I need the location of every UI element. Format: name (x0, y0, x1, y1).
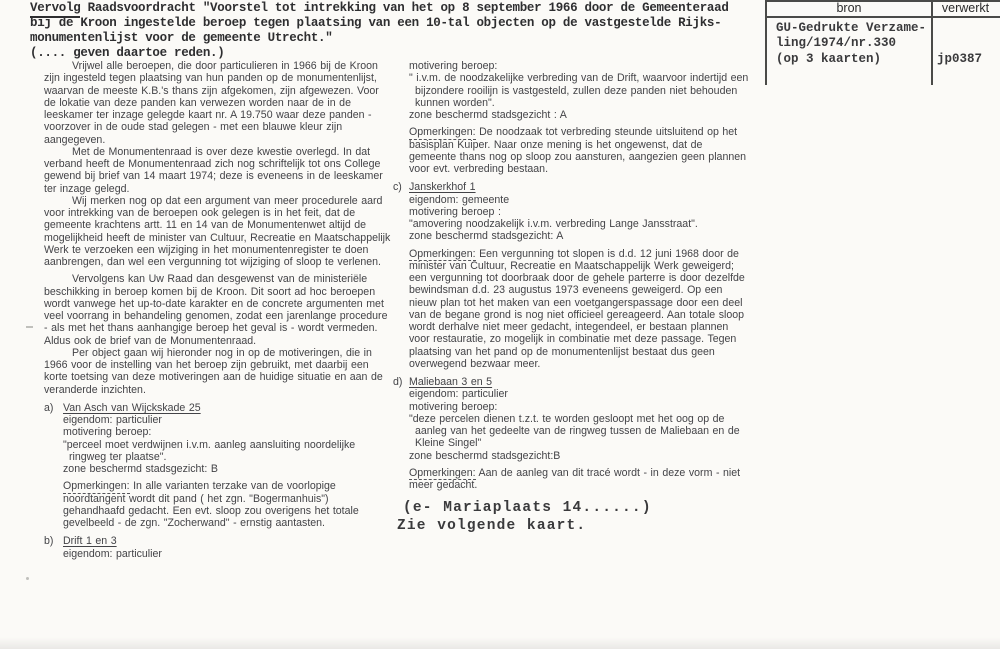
title-line-1 (30, 1, 772, 16)
source-line: GU-Gedrukte Verzame- (776, 21, 927, 35)
item-line: motivering beroep: (63, 426, 152, 439)
remark-lead: Opmerkingen: (409, 247, 476, 260)
item-heading (393, 376, 750, 388)
item-line: motivering beroep: (409, 400, 498, 413)
item-title: Drift 1 en 3 (63, 535, 117, 548)
item-title: Maliebaan 3 en 5 (409, 376, 493, 388)
title-lead-vervolg: Vervolg (30, 1, 80, 18)
item-heading (44, 535, 391, 547)
item-heading (44, 402, 391, 414)
right-text-column (393, 60, 750, 534)
remark: Opmerkingen: Een vergunning tot slopen is d.d. 12 juni 1968 door de minister van Cultuur, Recreatie en Maatschappelijk Werk geweigerd; een vergunning tot doorbraak door de gehele parterre is door dezelfde bewindsman d.d. 23 augustus 1973 eveneens geweigerd. Op een nieuw plan tot het maken van een voetgangerspassage door een deel van de begane grond is nog niet officieel gereageerd. Aan totale sloop wordt derhalve niet meer gedacht, integendeel, er bestaan plannen voor restauratie, zo mogelijk in combinatie met deze passage. Tegen plaatsing van het pand op de monumentenlijst bestaat dus geen overwegend bezwaar meer. (409, 247, 745, 370)
item-line: eigendom: particulier (63, 547, 162, 560)
remark-lead: Opmerkingen: (409, 466, 476, 479)
item-line: eigendom: particulier (63, 414, 162, 426)
paragraph: Wij merken nog op dat een argument van meer procedurele aard voor intrekking van de beroepen ook gelegen is in het feit, dat de gemeente krachtens artt. 11 en 14 van de Monumentenwet altijd de mogelijkheid heeft de minister van Cultuur, Recreatie en Maatschappelijk Werk te verzoeken een wijziging in het monumentenregister te doen aanbrengen, dan wel een vergunning tot wijziging of sloop te verlenen. (44, 194, 391, 268)
item-title: Van Asch van Wijckskade 25 (63, 401, 201, 414)
item-line: eigendom: gemeente (409, 193, 510, 206)
scan-artifact-dot (26, 577, 29, 580)
item-label: a) (44, 401, 54, 414)
item-line: zone beschermd stadsgezicht: A (409, 230, 564, 243)
title-line-1-rest: Raadsvoordracht "Voorstel tot intrekking van het op 8 september 1966 door de Gemeenteraad (80, 1, 729, 15)
typewriter-note: Zie volgende kaart. (397, 517, 587, 534)
remark: Opmerkingen: Aan de aanleg van dit tracé wordt - in deze vorm - niet meer gedacht. (409, 466, 741, 491)
source-box (765, 0, 1000, 85)
scan-artifact-dash (26, 326, 33, 328)
remark-lead: Opmerkingen: (409, 126, 476, 139)
item-line: motivering beroep: (409, 60, 498, 72)
item-line: zone beschermd stadsgezicht : A (409, 109, 567, 121)
title-line-4: (.... geven daartoe reden.) (30, 45, 225, 60)
item-label: d) (393, 376, 403, 388)
source-reference (776, 21, 926, 67)
quoted-motivation: "deze percelen dienen t.z.t. te worden gesloopt met het oog op de aanleg van het gedeelte van de ringweg tussen de Maliebaan en de Kleine Singel" (409, 412, 740, 450)
paragraph: Vervolgens kan Uw Raad dan desgewenst van de ministeriële beschikking in beroep komen bij de Kroon. Dit soort ad hoc beroepen wordt vanwege het up-to-date karakter en de concrete argumenten met veel voorrang in behandeling genomen, zodat een jarenlange procedure - als met het thans aanhangige beroep het geval is - wordt vermeden. Aldus ook de brief van de Monumentenraad. (44, 273, 388, 347)
typewriter-note: (e- Mariaplaats 14......) (403, 500, 652, 517)
quoted-motivation: " i.v.m. de noodzakelijke verbreding van de Drift, waarvoor indertijd een bijzondere rooilijn is vastgesteld, zullen deze panden niet behouden kunnen worden". (409, 72, 749, 109)
paragraph: Met de Monumentenraad is over deze kwestie overlegd. In dat verband heeft de Monumentenraad zich nog schriftelijk tot ons College gewend bij brief van 14 maart 1974; deze is eveneens in de leeskamer ter inzage gelegd. (44, 145, 383, 195)
source-box-header-verwerkt: verwerkt (941, 1, 990, 15)
source-line: (op 3 kaarten) (776, 51, 882, 66)
source-box-header (767, 2, 1000, 18)
title-line-2: bij de Kroon ingestelde beroep tegen plaatsing van een 10-tal objecten op de vastgestelde Rijks- (30, 15, 722, 30)
source-box-divider (931, 2, 933, 85)
item-label: b) (44, 535, 54, 548)
remark: Opmerkingen: De noodzaak tot verbreding steunde uitsluitend op het basisplan Kuiper. Naar onze mening is het ongewenst, dat de gemeente thans nog op sloop zou aansturen, aangezien geen plannen voor evt. verbreding bestaan. (409, 126, 747, 175)
item-label: c) (393, 181, 402, 194)
item-line: motivering beroep : (409, 205, 501, 218)
source-line: ling/1974/nr.330 (776, 36, 897, 51)
quoted-motivation: "amovering noodzakelijk i.v.m. verbreding Lange Jansstraat". (409, 218, 698, 230)
source-box-header-bron: bron (836, 1, 862, 15)
item-heading (393, 181, 750, 193)
remark-lead: Opmerkingen: (63, 480, 130, 493)
left-text-column (44, 60, 391, 560)
document-title (30, 1, 772, 61)
paragraph: Per object gaan wij hieronder nog in op de motiveringen, die in 1966 voor de instelling van het beroep zijn gebruikt, met daarbij een korte toetsing van deze motiveringen aan de huidige situatie en aan de veranderde inzichten. (44, 346, 383, 396)
remark: Opmerkingen: In alle varianten terzake van de voorlopige noordtangent wordt dit pand ( het zgn. "Bogermanhuis") gehandhaafd gedacht. Een evt. sloop zou overigens het totale gevelbeeld - de zgn. "Zocherwand" - ernstig aantasten. (63, 480, 359, 529)
item-line: zone beschermd stadsgezicht: B (63, 463, 218, 475)
quoted-motivation: "perceel moet verdwijnen i.v.m. aanleg aansluiting noordelijke ringweg ter plaatse". (63, 438, 356, 463)
item-title: Janskerkhof 1 (409, 181, 476, 194)
paragraph: Vrijwel alle beroepen, die door particulieren in 1966 bij de Kroon zijn ingesteld tegen plaatsing van hun panden op de monumentenlijst, waarvan de meeste K.B.'s thans zijn afgekomen, zijn afgewezen. Voor de lokatie van deze panden kan verwezen worden naar de in de leeskamer ter inzage gelegde kaart nr. A 19.750 waar deze panden - voorzover in de oude stad gelegen - met een blauwe kleur zijn aangegeven. (44, 60, 379, 146)
processed-code: jp0387 (937, 52, 983, 66)
item-line: eigendom: particulier (409, 388, 508, 401)
title-line-3: monumentenlijst voor de gemeente Utrecht." (30, 30, 333, 45)
item-line: zone beschermd stadsgezicht:B (409, 449, 561, 462)
